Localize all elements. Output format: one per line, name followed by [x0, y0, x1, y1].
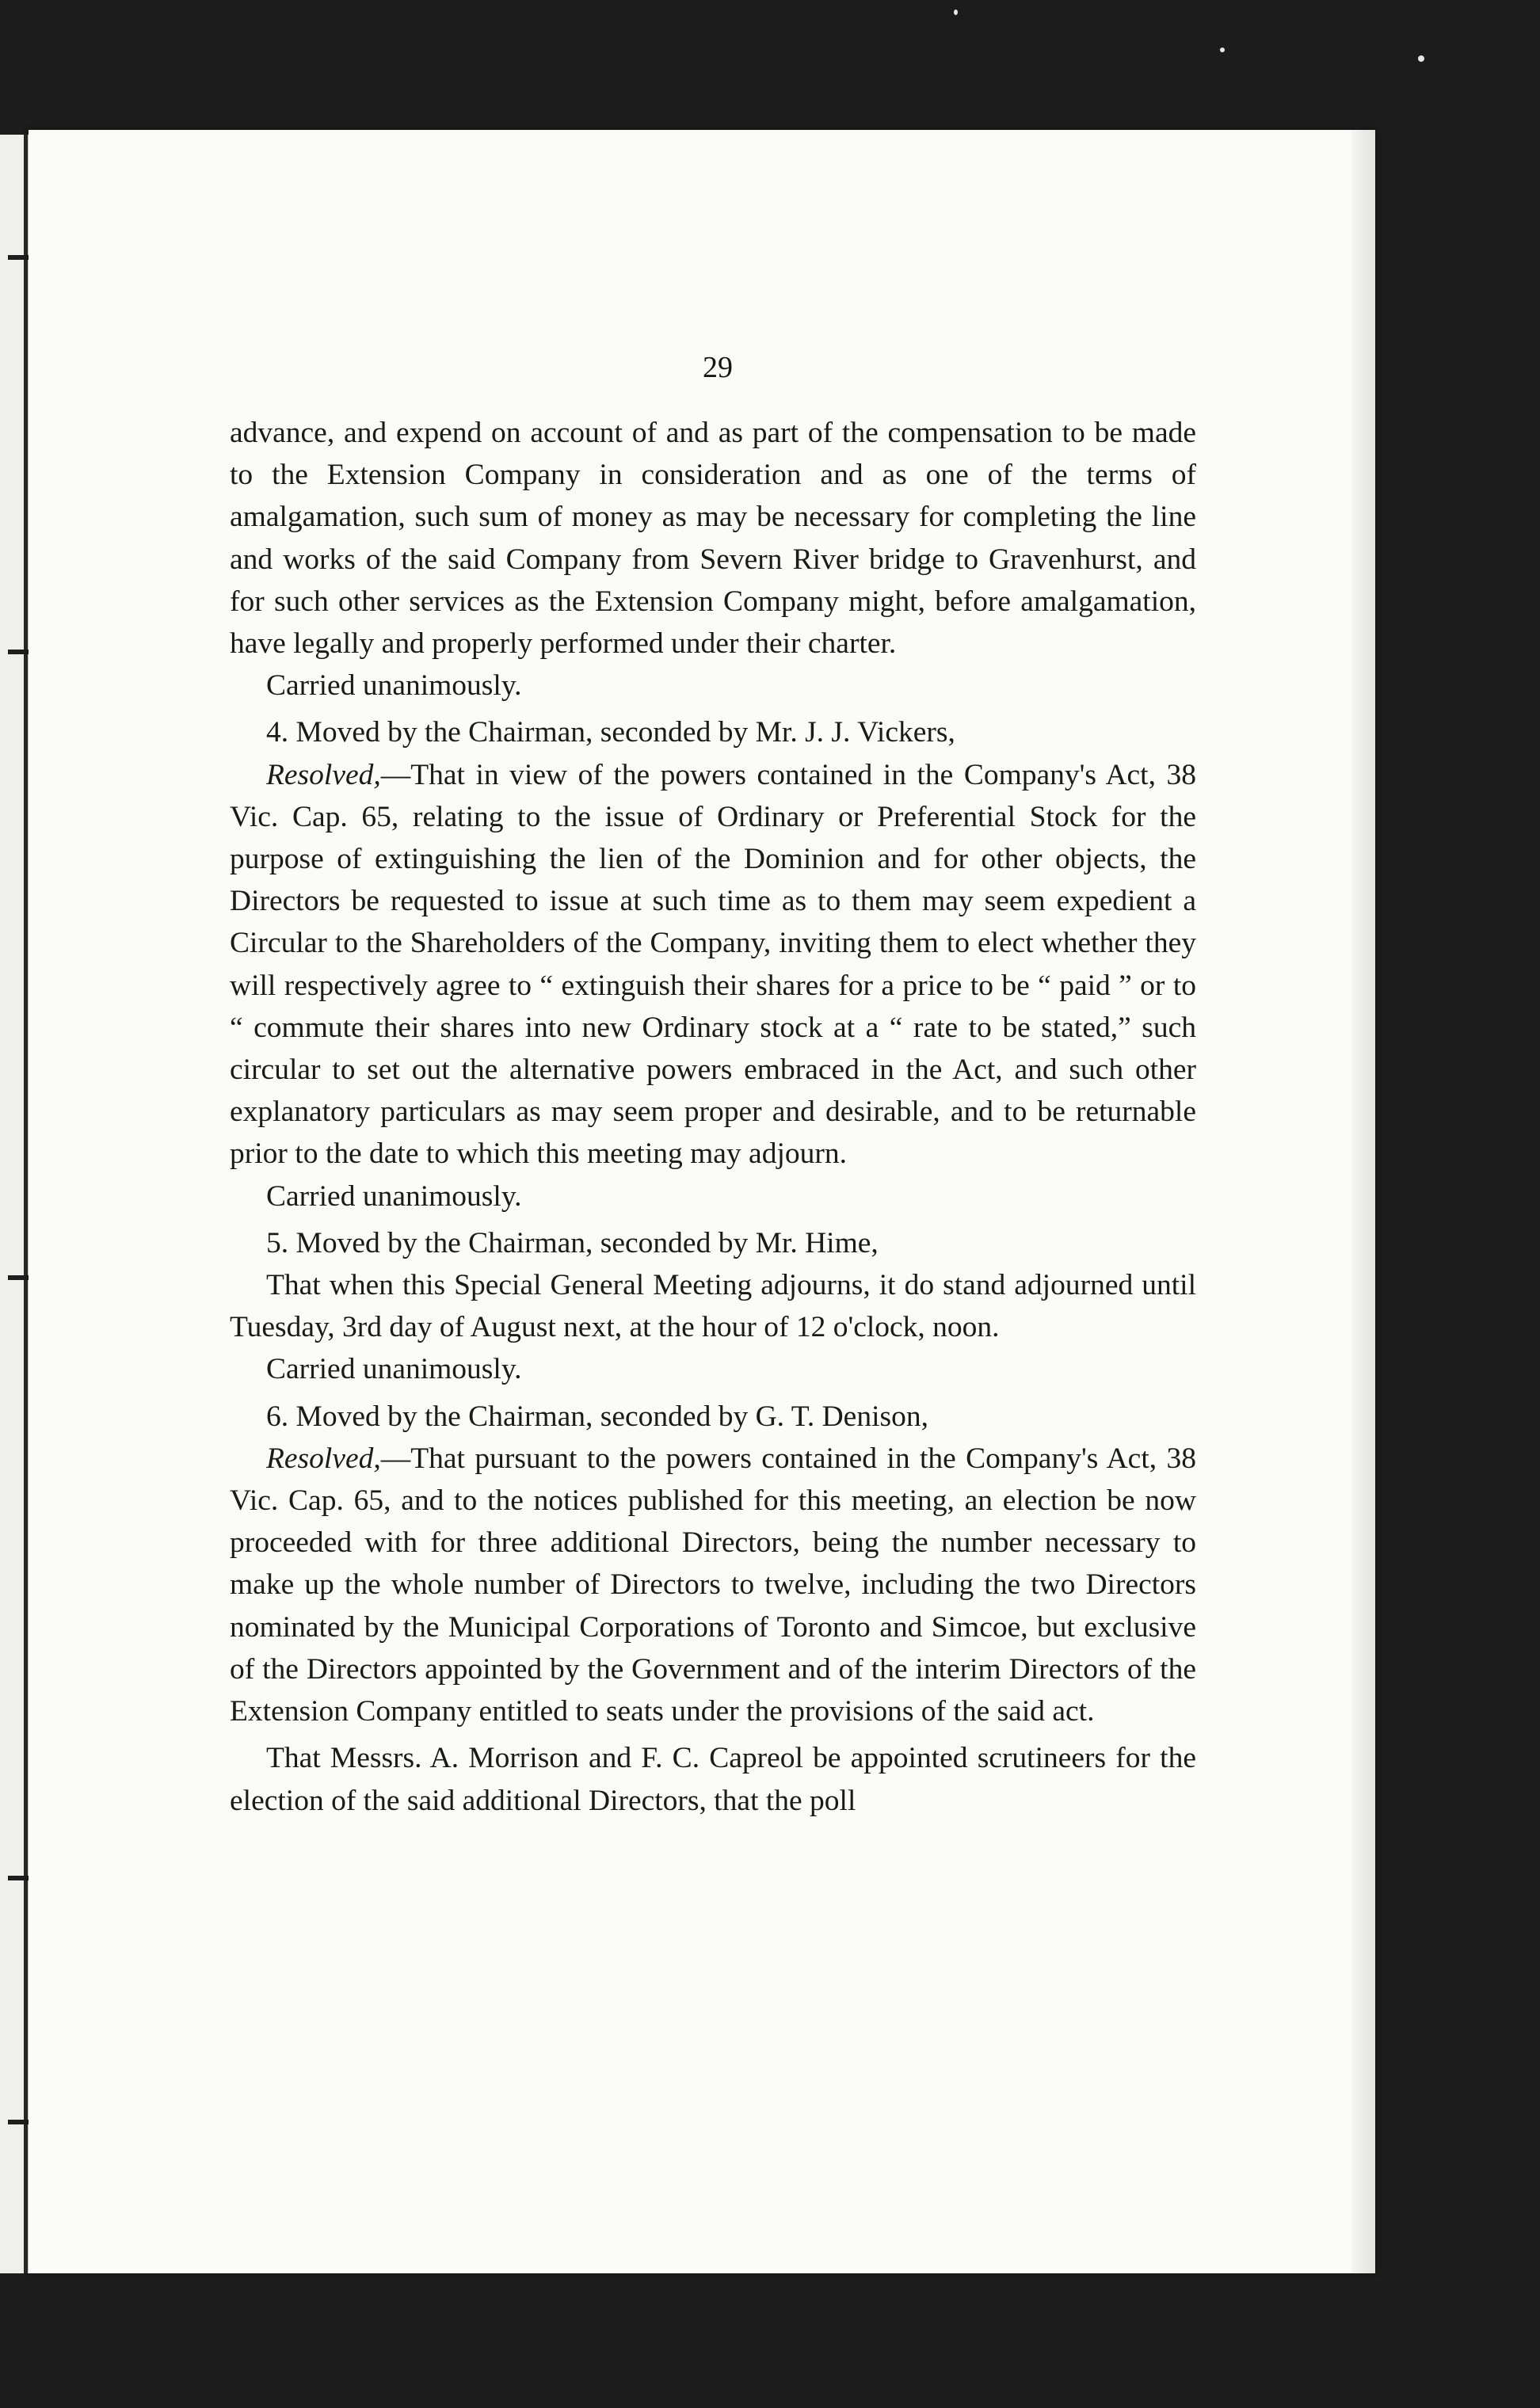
carried-note: Carried unanimously.: [266, 669, 522, 703]
resolution-6: [230, 1438, 1196, 1732]
resolved-label: Resolved,: [266, 758, 381, 791]
page-curl-shadow: [1351, 130, 1375, 2273]
paragraph-continuation: advance, and expend on account of and as part of the compensation to be made to the Extension Company in consideration and as one of the terms of amalgamation, such sum of money as may be necessary for completing the line and works of the said Company from Severn River bridge to Gravenhurst, and for such other services as the Extension Company might, before amalgamation, have legally and properly performed under their charter.: [230, 417, 1196, 661]
carried-note: Carried unanimously.: [266, 1179, 522, 1213]
book-page: [29, 130, 1375, 2273]
resolution-4-text: —That in view of the powers contained in the Company's Act, 38 Vic. Cap. 65, relating to the issue of Ordinary or Preferential Stock for the purpose of extinguishing the lien of the Dominion and for other objects, the Directors be requested to issue at such time as to them may seem expedient a Circular to the Shareholders of the Company, inviting them to elect whether they will respectively agree to “ extinguish their shares for a price to be “ paid ” or to “ commute their shares into new Ordinary stock at a “ rate to be stated,” such circular to set out the alternative powers embraced in the Act, and such other explanatory particulars as may seem proper and desirable, and to be returnable prior to the date to which this meeting may adjourn.: [230, 758, 1196, 1171]
resolution-4: [230, 754, 1196, 1175]
motion-4-heading: 4. Moved by the Chairman, seconded by Mr. J. J. Vickers,: [266, 716, 955, 749]
motion-5-heading: 5. Moved by the Chairman, seconded by Mr. Hime,: [266, 1226, 879, 1259]
dust-speck: [1220, 48, 1225, 52]
resolution-5: That when this Special General Meeting adjourns, it do stand adjourned until Tuesday, 3rd day of August next, at the hour of 12 o'clock, noon.: [230, 1269, 1196, 1344]
page-body-text: [230, 412, 1196, 1822]
dust-speck: [1418, 55, 1424, 62]
dust-speck: [954, 10, 958, 15]
resolved-label: Resolved,: [266, 1442, 381, 1475]
resolution-6-text: —That pursuant to the powers contained in the Company's Act, 38 Vic. Cap. 65, and to the notices published for this meeting, an election be now proceeded with for three additional Directors, being the number necessary to make up the whole number of Directors to twelve, including the two Directors nominated by the Municipal Corporations of Toronto and Simcoe, but exclusive of the Directors appointed by the Government and of the interim Directors of the Extension Company entitled to seats under the provisions of the said act.: [230, 1442, 1196, 1728]
carried-note: Carried unanimously.: [266, 1353, 522, 1386]
motion-6-heading: 6. Moved by the Chairman, seconded by G. T. Denison,: [266, 1400, 928, 1433]
scrutineers-paragraph: That Messrs. A. Morrison and F. C. Capreol be appointed scrutineers for the election of the said additional Directors, that the poll: [230, 1742, 1196, 1817]
binding-thread: [24, 135, 28, 2273]
page-number: 29: [703, 351, 733, 384]
